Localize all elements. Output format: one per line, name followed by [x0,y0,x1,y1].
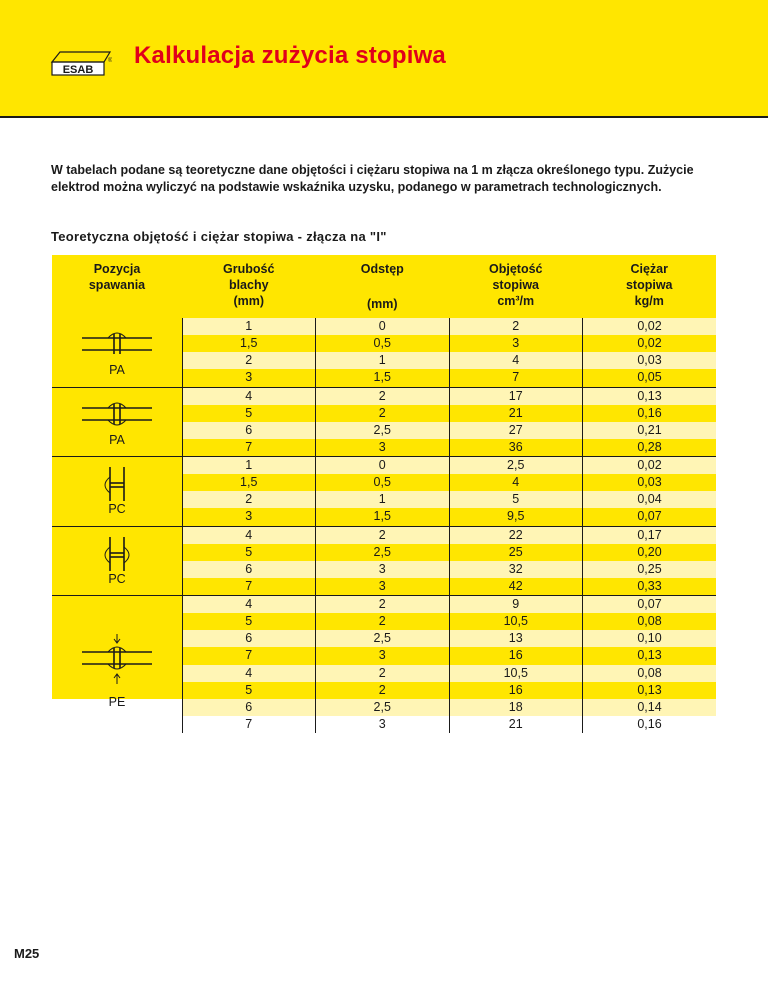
logo-text: ESAB [62,64,94,76]
header-gap-unit: (mm) [366,297,398,311]
weight-cell: 0,05 [583,369,717,387]
butt-joint-overhead-icon [52,612,182,690]
header-position-line: spawania [88,278,146,292]
gap-cell: 3 [316,561,450,578]
header-gap [316,255,450,318]
header-thickness-line: blachy [228,278,269,292]
logo-registered-mark: ® [108,58,112,64]
thickness-cell: 1 [182,318,316,335]
position-figure [52,388,182,457]
volume-cell: 10,5 [449,665,583,682]
gap-cell: 1,5 [316,508,450,526]
volume-cell: 4 [449,474,583,491]
thickness-cell: 1 [182,457,316,475]
gap-cell: 2 [316,682,450,699]
thickness-cell: 1,5 [182,335,316,352]
thickness-cell: 5 [182,613,316,630]
intro-paragraph: W tabelach podane są teoretyczne dane objętości i ciężaru stopiwa na 1 m złącza określonego typu. Zużycie elektrod można wyliczyć na podstawie wskaźnika uzysku, podanego w parametrach technologicznych. [51,163,694,194]
weight-cell: 0,02 [583,335,717,352]
gap-cell: 0,5 [316,335,450,352]
thickness-cell: 5 [182,682,316,699]
volume-cell: 2,5 [449,457,583,475]
thickness-cell: 4 [182,596,316,614]
gap-cell: 3 [316,716,450,733]
gap-cell: 2 [316,526,450,544]
position-figure [52,457,182,526]
butt-joint-flat-one-side-icon [52,324,182,366]
gap-cell: 3 [316,647,450,664]
thickness-cell: 3 [182,508,316,526]
gap-cell: 2 [316,405,450,422]
page-title: Kalkulacja zużycia stopiwa [134,42,446,69]
weight-cell: 0,25 [583,561,717,578]
header-volume-line: Objętość [489,262,543,276]
volume-cell: 17 [449,387,583,405]
thickness-cell: 2 [182,352,316,369]
position-figure [52,527,182,596]
weight-cell: 0,16 [583,405,717,422]
volume-cell: 32 [449,561,583,578]
volume-cell: 7 [449,369,583,387]
gap-cell: 2 [316,613,450,630]
weight-cell: 0,16 [583,716,717,733]
table-row [52,596,716,614]
consumption-table-panel [52,255,716,731]
thickness-cell: 1,5 [182,474,316,491]
weight-cell: 0,03 [583,474,717,491]
weight-cell: 0,13 [583,647,717,664]
volume-cell: 22 [449,526,583,544]
gap-cell: 0 [316,457,450,475]
volume-cell: 16 [449,647,583,664]
volume-cell: 13 [449,630,583,647]
gap-cell: 2,5 [316,699,450,716]
page-header [0,0,768,118]
volume-cell: 21 [449,405,583,422]
butt-joint-flat-two-side-icon [52,394,182,436]
esab-logo [50,50,112,76]
table-row [52,526,716,544]
header-weight-line: Ciężar [630,262,669,276]
gap-cell: 2 [316,596,450,614]
gap-cell: 3 [316,578,450,596]
volume-cell: 10,5 [449,613,583,630]
position-label: PC [108,502,126,516]
volume-cell: 27 [449,422,583,439]
volume-cell: 9 [449,596,583,614]
header-position-line: Pozycja [93,262,141,276]
weight-cell: 0,13 [583,387,717,405]
thickness-cell: 5 [182,544,316,561]
weight-cell: 0,10 [583,630,717,647]
header-position [52,255,182,318]
thickness-cell: 7 [182,716,316,733]
header-volume-line: cm³/m [497,294,535,308]
position-label: PC [108,571,126,586]
position-cell [52,526,182,596]
weight-cell: 0,08 [583,613,717,630]
thickness-cell: 4 [182,387,316,405]
table-header-row [52,255,716,318]
thickness-cell: 3 [182,369,316,387]
weight-cell: 0,02 [583,457,717,475]
gap-cell: 2 [316,665,450,682]
header-thickness-line: Grubość [223,262,275,276]
weight-cell: 0,02 [583,318,717,335]
table-row [52,457,716,475]
page-number: M25 [14,946,40,961]
gap-cell: 0 [316,318,450,335]
header-thickness-line: (mm) [233,294,265,308]
position-label: PA [109,363,125,377]
table-row [52,387,716,405]
table-row [52,318,716,335]
weight-cell: 0,04 [583,491,717,508]
thickness-cell: 6 [182,422,316,439]
volume-cell: 9,5 [449,508,583,526]
volume-cell: 25 [449,544,583,561]
weight-cell: 0,20 [583,544,717,561]
volume-cell: 16 [449,682,583,699]
consumption-table [52,255,716,733]
thickness-cell: 7 [182,578,316,596]
thickness-cell: 7 [182,439,316,457]
position-cell [52,596,182,734]
position-label: PE [108,695,126,709]
gap-cell: 2 [316,387,450,405]
weight-cell: 0,13 [583,682,717,699]
header-gap-line: Odstęp [360,262,404,276]
gap-cell: 0,5 [316,474,450,491]
volume-cell: 3 [449,335,583,352]
position-cell [52,318,182,387]
volume-cell: 18 [449,699,583,716]
thickness-cell: 4 [182,526,316,544]
weight-cell: 0,17 [583,526,717,544]
volume-cell: 21 [449,716,583,733]
header-weight-line: kg/m [634,294,664,308]
header-weight [583,255,717,318]
thickness-cell: 6 [182,699,316,716]
thickness-cell: 6 [182,561,316,578]
position-label: PA [109,432,125,447]
position-figure [52,596,182,733]
gap-cell: 2,5 [316,422,450,439]
thickness-cell: 5 [182,405,316,422]
section-title: Teoretyczna objętość i ciężar stopiwa - złącza na "I" [51,229,387,244]
weight-cell: 0,21 [583,422,717,439]
weight-cell: 0,14 [583,699,717,716]
position-figure [52,318,182,387]
header-volume-line: stopiwa [492,278,540,292]
position-cell [52,457,182,527]
header-thickness [182,255,316,318]
thickness-cell: 6 [182,630,316,647]
volume-cell: 4 [449,352,583,369]
weight-cell: 0,07 [583,508,717,526]
weight-cell: 0,07 [583,596,717,614]
table-body [52,318,716,733]
gap-cell: 2,5 [316,630,450,647]
volume-cell: 5 [449,491,583,508]
gap-cell: 2,5 [316,544,450,561]
weight-cell: 0,08 [583,665,717,682]
volume-cell: 36 [449,439,583,457]
thickness-cell: 4 [182,665,316,682]
gap-cell: 1,5 [316,369,450,387]
weight-cell: 0,33 [583,578,717,596]
header-weight-line: stopiwa [625,278,673,292]
thickness-cell: 7 [182,647,316,664]
butt-joint-horizontal-two-side-icon [52,533,182,575]
gap-cell: 3 [316,439,450,457]
weight-cell: 0,03 [583,352,717,369]
gap-cell: 1 [316,491,450,508]
gap-cell: 1 [316,352,450,369]
header-volume [449,255,583,318]
butt-joint-horizontal-one-side-icon [52,463,182,505]
volume-cell: 42 [449,578,583,596]
volume-cell: 2 [449,318,583,335]
position-cell [52,387,182,457]
weight-cell: 0,28 [583,439,717,457]
thickness-cell: 2 [182,491,316,508]
